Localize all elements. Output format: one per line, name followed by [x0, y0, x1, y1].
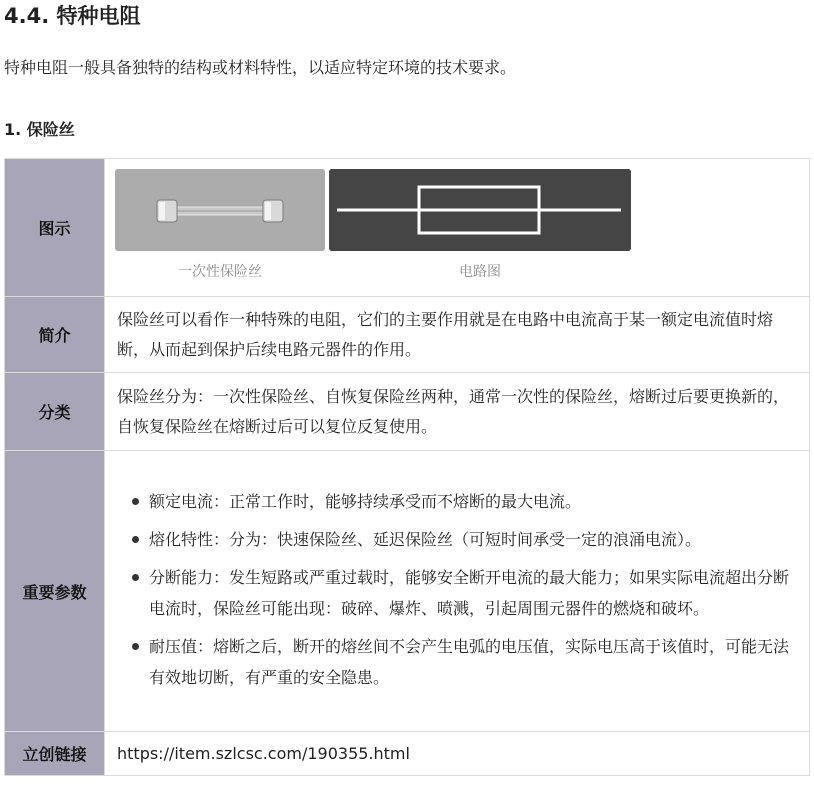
params-row: [5, 451, 810, 732]
section-title: 4.4. 特种电阻: [4, 4, 141, 28]
fuse-spec-table: [4, 158, 810, 776]
param-item-breaking-capacity: 分断能力：发生短路或严重过载时，能够安全断开电流的最大能力；如果实际电流超出分断电流时，保险丝可能出现：破碎、爆炸、喷溅，引起周围元器件的燃烧和破坏。: [125, 562, 797, 624]
category-row: [5, 373, 810, 451]
figure-fuse-photo: [115, 169, 325, 284]
param-item-rated-current: 额定电流：正常工作时，能够持续承受而不熔断的最大电流。: [125, 486, 797, 517]
fuse-circuit-symbol-icon: [329, 169, 631, 251]
row-label-intro: 简介: [5, 297, 105, 373]
intro-row: [5, 297, 810, 373]
category-text: 保险丝分为：一次性保险丝、自恢复保险丝两种，通常一次性的保险丝，熔断过后要更换新的，自恢复保险丝在熔断过后可以复位反复使用。: [105, 373, 810, 451]
product-link[interactable]: https://item.szlcsc.com/190355.html: [117, 743, 410, 763]
params-cell: [105, 451, 810, 732]
row-label-figure: 图示: [5, 159, 105, 297]
figure-caption-fuse: 一次性保险丝: [178, 264, 262, 280]
param-item-voltage-rating: 耐压值：熔断之后，断开的熔丝间不会产生电弧的电压值，实际电压高于该值时，可能无法有效地切断，有严重的安全隐患。: [125, 631, 797, 693]
param-item-melting-characteristic: 熔化特性：分为：快速保险丝、延迟保险丝（可短时间承受一定的浪涌电流）。: [125, 524, 797, 555]
params-list: [125, 480, 797, 693]
row-label-category: 分类: [5, 373, 105, 451]
link-cell: [105, 732, 810, 776]
figure-circuit-symbol: [329, 169, 631, 284]
section-intro: 特种电阻一般具备独特的结构或材料特性，以适应特定环境的技术要求。: [4, 58, 517, 77]
figure-cell: [105, 159, 810, 297]
row-label-params: 重要参数: [5, 451, 105, 732]
figure-row: [5, 159, 810, 297]
intro-text: 保险丝可以看作一种特殊的电阻，它们的主要作用就是在电路中电流高于某一额定电流值时熔断，从而起到保护后续电路元器件的作用。: [105, 297, 810, 373]
figure-caption-circuit: 电路图: [459, 264, 501, 280]
subsection-title: 1. 保险丝: [4, 120, 75, 139]
row-label-link: 立创链接: [5, 732, 105, 776]
link-row: [5, 732, 810, 776]
glass-fuse-photo-icon: [115, 169, 325, 251]
